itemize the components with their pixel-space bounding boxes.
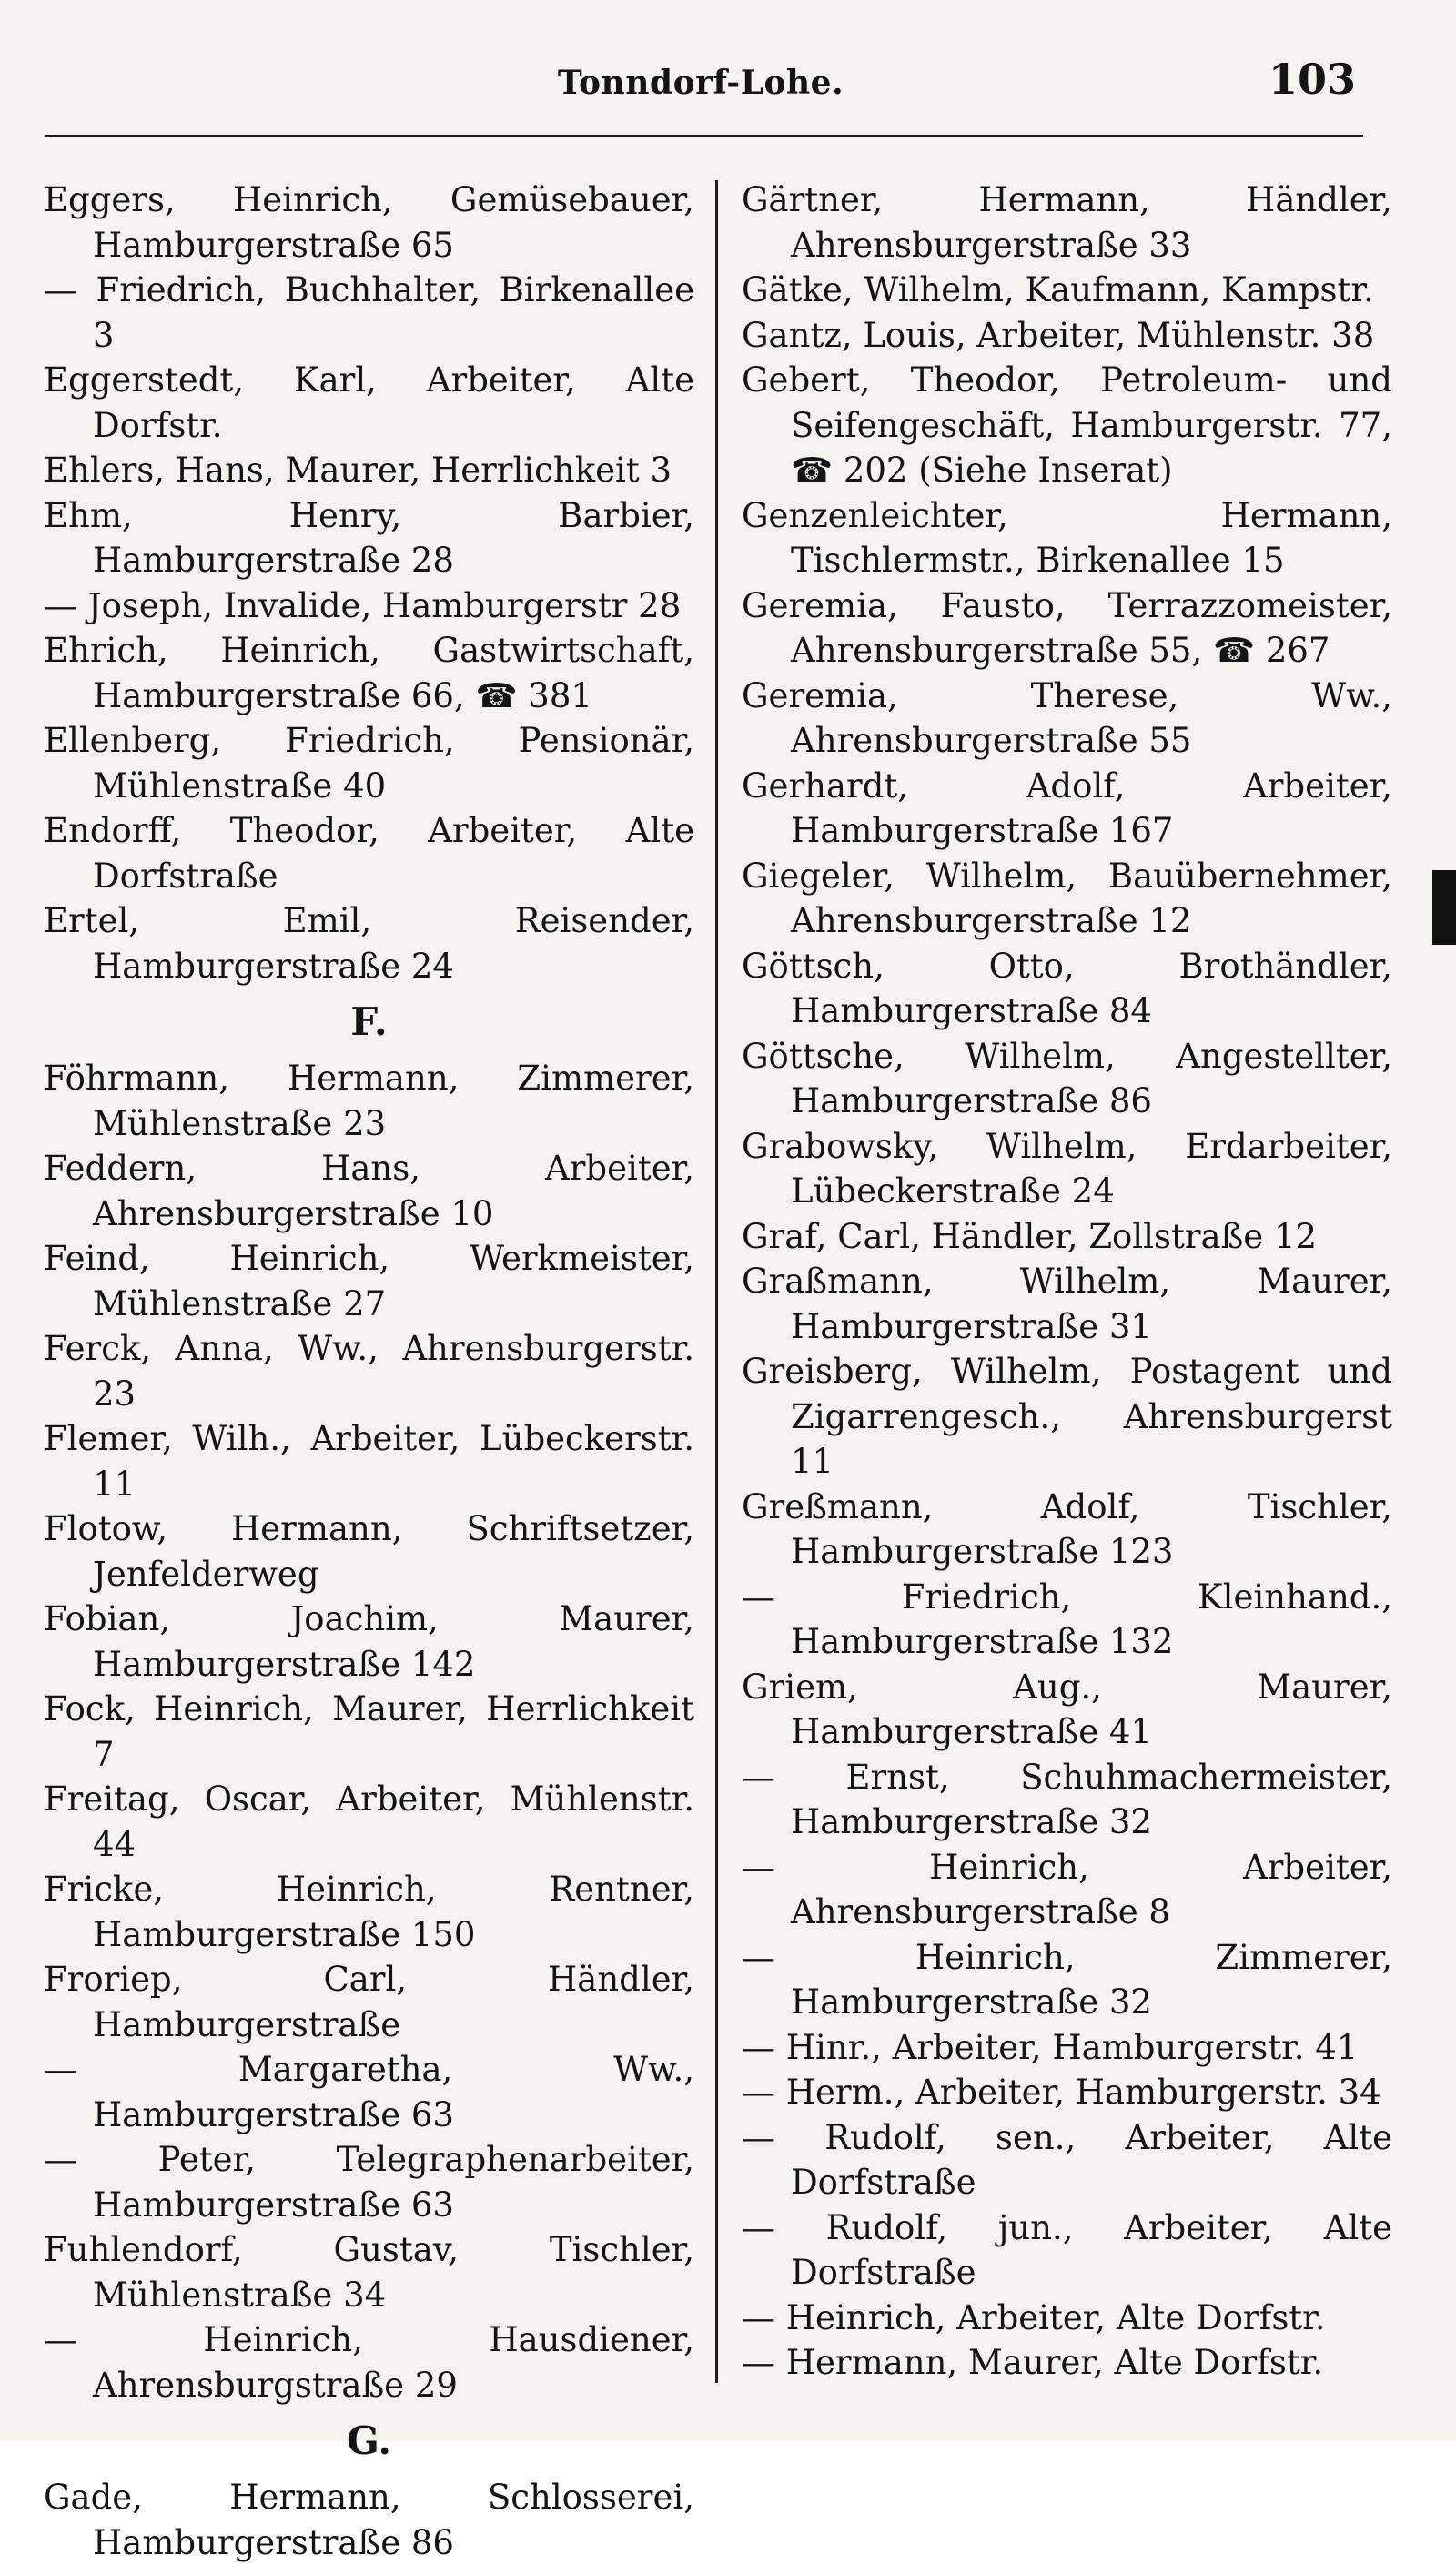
- directory-entry: — Rudolf, sen., Arbeiter, Alte Dorfstraße: [742, 2117, 1392, 2202]
- page-number: 103: [1268, 55, 1356, 104]
- directory-entry: — Heinrich, Hausdiener, Ahrensburgstraße 29: [44, 2320, 694, 2405]
- directory-entry: Fuhlendorf, Gustav, Tischler, Mühlenstraße 34: [44, 2230, 694, 2315]
- left-column: [44, 177, 694, 2565]
- directory-entry: Freitag, Oscar, Arbeiter, Mühlenstr. 44: [44, 1779, 694, 1864]
- running-title: Tonndorf-Lohe.: [557, 64, 844, 102]
- directory-entry: Fock, Heinrich, Maurer, Herrlichkeit 7: [44, 1689, 694, 1774]
- directory-entry: Gärtner, Hermann, Händler, Ahrensburgerstraße 33: [742, 180, 1392, 265]
- directory-entry: — Margaretha, Ww., Hamburgerstraße 63: [44, 2050, 694, 2134]
- directory-entry: Giegeler, Wilhelm, Bauübernehmer, Ahrensburgerstraße 12: [742, 856, 1392, 940]
- directory-entry: Gantz, Louis, Arbeiter, Mühlenstr. 38: [742, 315, 1375, 355]
- directory-entry: — Friedrich, Buchhalter, Birkenallee 3: [44, 270, 694, 355]
- directory-entry: Göttsch, Otto, Brothändler, Hamburgerstraße 84: [742, 946, 1392, 1030]
- directory-entry: Ehrich, Heinrich, Gastwirtschaft, Hamburgerstraße 66, ☎ 381: [44, 631, 694, 715]
- directory-entry: Flotow, Hermann, Schriftsetzer, Jenfelderweg: [44, 1509, 694, 1594]
- directory-entry: Grabowsky, Wilhelm, Erdarbeiter, Lübeckerstraße 24: [742, 1126, 1392, 1211]
- thumb-index-tab: [1432, 870, 1456, 945]
- directory-entry: Geremia, Fausto, Terrazzomeister, Ahrensburgerstraße 55, ☎ 267: [742, 585, 1392, 670]
- directory-entry: Fricke, Heinrich, Rentner, Hamburgerstraße 150: [44, 1870, 694, 1954]
- directory-entry: Feind, Heinrich, Werkmeister, Mühlenstraße 27: [44, 1239, 694, 1323]
- directory-entry: Feddern, Hans, Arbeiter, Ahrensburgerstraße 10: [44, 1149, 694, 1233]
- right-column: [742, 177, 1392, 2386]
- directory-entry: Fobian, Joachim, Maurer, Hamburgerstraße 142: [44, 1599, 694, 1684]
- directory-entry: Ellenberg, Friedrich, Pensionär, Mühlenstraße 40: [44, 721, 694, 806]
- directory-entry: Graßmann, Wilhelm, Maurer, Hamburgerstraße 31: [742, 1262, 1392, 1346]
- directory-entry: — Heinrich, Zimmerer, Hamburgerstraße 32: [742, 1937, 1392, 2022]
- directory-entry: Föhrmann, Hermann, Zimmerer, Mühlenstraße 23: [44, 1059, 694, 1143]
- directory-entry: — Ernst, Schuhmachermeister, Hamburgerstraße 32: [742, 1757, 1392, 1841]
- directory-entry: Gätke, Wilhelm, Kaufmann, Kampstr.: [742, 270, 1374, 309]
- directory-entry: Eggerstedt, Karl, Arbeiter, Alte Dorfstr.: [44, 360, 694, 445]
- directory-entry: — Hinr., Arbeiter, Hamburgerstr. 41: [742, 2027, 1359, 2067]
- directory-entry: Gebert, Theodor, Petroleum- und Seifengeschäft, Hamburgerstr. 77, ☎ 202 (Siehe Inserat): [742, 360, 1392, 490]
- directory-entry: Gade, Hermann, Schlosserei, Hamburgerstraße 86: [44, 2478, 694, 2562]
- section-letter-f: F.: [350, 999, 388, 1044]
- directory-entry: Greßmann, Adolf, Tischler, Hamburgerstraße 123: [742, 1486, 1392, 1571]
- directory-entry: Ehlers, Hans, Maurer, Herrlichkeit 3: [44, 451, 672, 490]
- directory-entry: Griem, Aug., Maurer, Hamburgerstraße 41: [742, 1667, 1392, 1751]
- directory-entry: Ertel, Emil, Reisender, Hamburgerstraße 24: [44, 901, 694, 986]
- directory-entry: Ferck, Anna, Ww., Ahrensburgerstr. 23: [44, 1329, 694, 1414]
- directory-entry: — Rudolf, jun., Arbeiter, Alte Dorfstraße: [742, 2207, 1392, 2292]
- directory-entry: — Heinrich, Arbeiter, Ahrensburgerstraße 8: [742, 1847, 1392, 1931]
- directory-entry: Geremia, Therese, Ww., Ahrensburgerstraße 55: [742, 675, 1392, 760]
- directory-entry: — Joseph, Invalide, Hamburgerstr 28: [44, 585, 682, 625]
- directory-entry: Genzenleichter, Hermann, Tischlermstr., Birkenallee 15: [742, 495, 1392, 580]
- section-letter-g: G.: [347, 2418, 391, 2463]
- directory-entry: — Friedrich, Kleinhand., Hamburgerstraße 132: [742, 1577, 1392, 1661]
- directory-entry: — Heinrich, Arbeiter, Alte Dorfstr.: [742, 2297, 1326, 2337]
- directory-entry: Göttsche, Wilhelm, Angestellter, Hamburgerstraße 86: [742, 1036, 1392, 1120]
- directory-entry: Gerhardt, Adolf, Arbeiter, Hamburgerstraße 167: [742, 765, 1392, 850]
- directory-entry: Froriep, Carl, Händler, Hamburgerstraße: [44, 1960, 694, 2044]
- directory-entry: Flemer, Wilh., Arbeiter, Lübeckerstr. 11: [44, 1419, 694, 1504]
- directory-entry: Eggers, Heinrich, Gemüsebauer, Hamburgerstraße 65: [44, 180, 694, 265]
- directory-entry: — Herm., Arbeiter, Hamburgerstr. 34: [742, 2073, 1381, 2112]
- directory-entry: Greisberg, Wilhelm, Postagent und Zigarrengesch., Ahrensburgerst 11: [742, 1352, 1392, 1481]
- header-rule: [46, 135, 1363, 137]
- directory-entry: Graf, Carl, Händler, Zollstraße 12: [742, 1216, 1318, 1256]
- directory-entry: — Hermann, Maurer, Alte Dorfstr.: [742, 2343, 1324, 2382]
- directory-entry: — Peter, Telegraphenarbeiter, Hamburgerstraße 63: [44, 2140, 694, 2225]
- directory-entry: Ehm, Henry, Barbier, Hamburgerstraße 28: [44, 495, 694, 580]
- column-divider: [715, 180, 718, 2383]
- page-header: [46, 55, 1356, 127]
- directory-entry: Endorff, Theodor, Arbeiter, Alte Dorfstraße: [44, 811, 694, 896]
